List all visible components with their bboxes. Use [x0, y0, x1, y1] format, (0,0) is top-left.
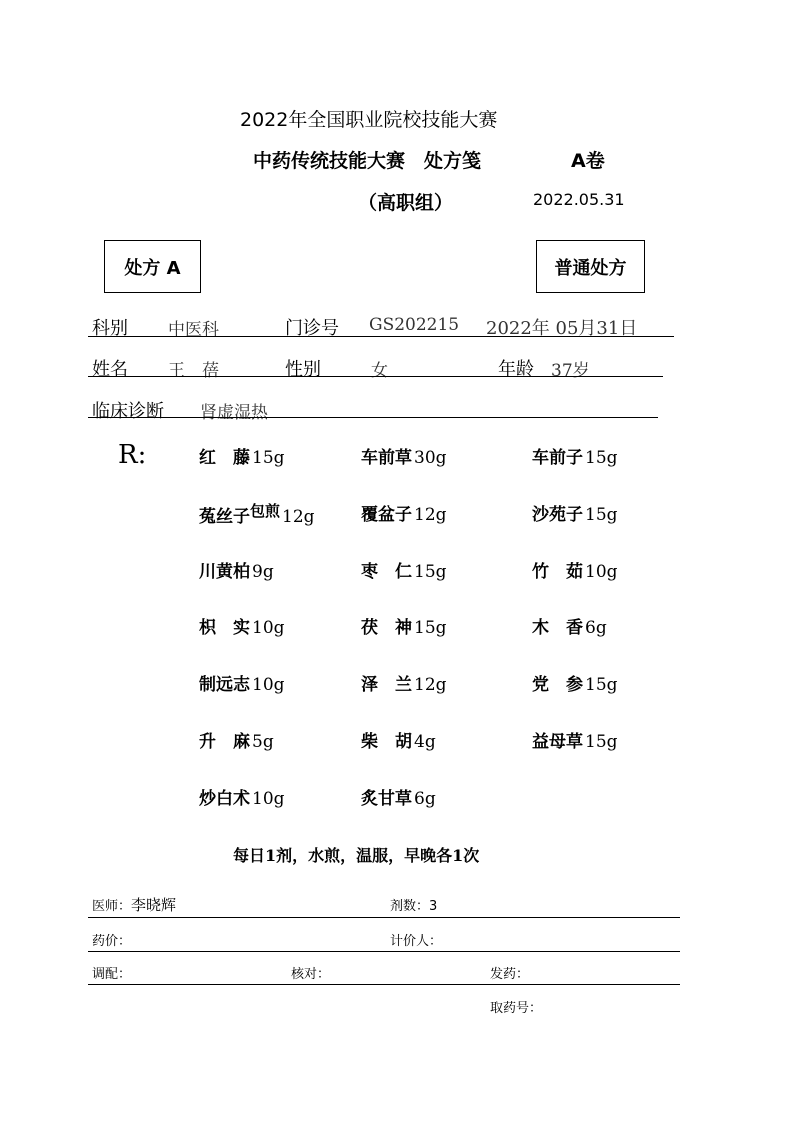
herb-item — [199, 613, 285, 638]
herb-item — [199, 670, 285, 695]
herb-dose: 30g — [414, 448, 447, 468]
dispense-label: 调配： — [92, 967, 132, 982]
herb-item — [199, 784, 285, 809]
doses-label: 剂数： — [390, 899, 430, 914]
herb-name: 炙甘草 — [361, 788, 412, 809]
herb-item — [532, 727, 618, 752]
herb-note: 包煎 — [250, 501, 281, 520]
herb-dose: 15g — [414, 618, 447, 639]
doctor-field — [92, 894, 176, 915]
herb-name: 木 香 — [532, 618, 583, 639]
herb-item — [361, 500, 447, 525]
dept-value: 中医科 — [168, 320, 219, 340]
herb-dose: 10g — [252, 618, 285, 639]
herb-item — [199, 557, 274, 582]
herb-dose: 10g — [252, 788, 285, 809]
herb-dose: 4g — [414, 732, 436, 752]
herb-name: 覆盆子 — [361, 504, 412, 525]
herb-name: 炒白术 — [199, 788, 250, 809]
herb-name: 川黄柏 — [199, 561, 250, 582]
gender-label: 性别 — [285, 359, 321, 380]
herb-item — [361, 727, 436, 752]
herb-item — [532, 613, 607, 638]
diagnosis-label: 临床诊断 — [92, 401, 164, 422]
check-label: 核对： — [291, 967, 331, 982]
herb-item — [532, 557, 618, 582]
row-divider — [88, 376, 663, 377]
doctor-value: 李晓辉 — [131, 896, 177, 914]
herb-dose: 15g — [585, 504, 618, 525]
herb-name: 柴 胡 — [361, 732, 412, 752]
price-label: 药价： — [92, 934, 132, 949]
prescription-type-label: 处方 A — [124, 257, 181, 279]
prescription-title: 中药传统技能大赛 处方笺 — [253, 150, 482, 172]
paper-label: A卷 — [571, 150, 605, 172]
group-label: （高职组） — [358, 192, 454, 214]
herb-item — [532, 443, 618, 468]
herb-item — [199, 727, 274, 752]
prescription-type-box — [104, 240, 201, 293]
herb-name: 茯 神 — [361, 618, 412, 639]
herb-name: 沙苑子 — [532, 504, 583, 525]
prescription-category-box — [536, 240, 645, 293]
herb-item — [532, 500, 618, 525]
herb-dose: 15g — [585, 448, 618, 468]
herb-name: 益母草 — [532, 732, 583, 752]
herb-dose: 6g — [585, 618, 607, 639]
diagnosis-value: 肾虚湿热 — [200, 403, 268, 423]
herb-item — [199, 500, 315, 527]
herb-name: 车前草 — [361, 448, 412, 468]
usage-instructions: 每日1剂，水煎，温服，早晚各1次 — [233, 846, 480, 865]
doctor-label: 医师： — [92, 899, 132, 914]
clinic-no-value: GS202215 — [369, 315, 460, 335]
doses-field — [390, 895, 437, 914]
doses-value: 3 — [429, 899, 438, 914]
herb-item — [361, 443, 447, 468]
herb-name: 枳 实 — [199, 618, 250, 639]
herb-item — [199, 443, 285, 468]
footer-divider — [88, 984, 680, 985]
herb-dose: 10g — [252, 675, 285, 696]
herb-dose: 12g — [282, 506, 315, 527]
herb-dose: 15g — [252, 448, 285, 468]
herb-dose: 12g — [414, 675, 447, 696]
gender-value: 女 — [371, 361, 388, 381]
herb-name: 菟丝子 — [199, 506, 250, 527]
age-label: 年龄 — [498, 359, 534, 380]
herb-dose: 5g — [252, 732, 274, 752]
herb-name: 枣 仁 — [361, 561, 412, 582]
rx-symbol: R: — [118, 440, 147, 470]
herb-name: 升 麻 — [199, 732, 250, 752]
row-divider — [88, 336, 674, 337]
herb-item — [361, 784, 436, 809]
contest-title: 2022年全国职业院校技能大赛 — [240, 109, 498, 131]
herb-item — [361, 557, 447, 582]
herb-item — [361, 670, 447, 695]
herb-item — [361, 613, 447, 638]
herb-dose: 9g — [252, 561, 274, 582]
herb-name: 党 参 — [532, 675, 583, 696]
herb-name: 泽 兰 — [361, 675, 412, 696]
clinic-no-label: 门诊号 — [285, 318, 339, 339]
herb-dose: 15g — [585, 675, 618, 696]
herb-dose: 15g — [585, 732, 618, 752]
herb-dose: 15g — [414, 561, 447, 582]
issue-label: 发药： — [490, 967, 530, 982]
pickup-number-label: 取药号： — [490, 1001, 543, 1016]
herb-dose: 10g — [585, 561, 618, 582]
age-value: 37岁 — [551, 361, 590, 381]
prescription-category-label: 普通处方 — [554, 257, 627, 279]
herb-name: 红 藤 — [199, 448, 250, 468]
name-label: 姓名 — [92, 359, 128, 380]
pricer-label: 计价人： — [390, 934, 443, 949]
dept-label: 科别 — [92, 318, 128, 339]
row-divider — [88, 417, 658, 418]
herb-name: 竹 茹 — [532, 561, 583, 582]
herb-name: 制远志 — [199, 675, 250, 696]
footer-divider — [88, 951, 680, 952]
header-date: 2022.05.31 — [533, 190, 625, 209]
herb-name: 车前子 — [532, 448, 583, 468]
herb-dose: 6g — [414, 788, 436, 809]
herb-item — [532, 670, 618, 695]
visit-date: 2022年 05月31日 — [486, 318, 638, 339]
herb-dose: 12g — [414, 504, 447, 525]
footer-divider — [88, 917, 680, 918]
name-value: 王 蓓 — [168, 361, 219, 381]
